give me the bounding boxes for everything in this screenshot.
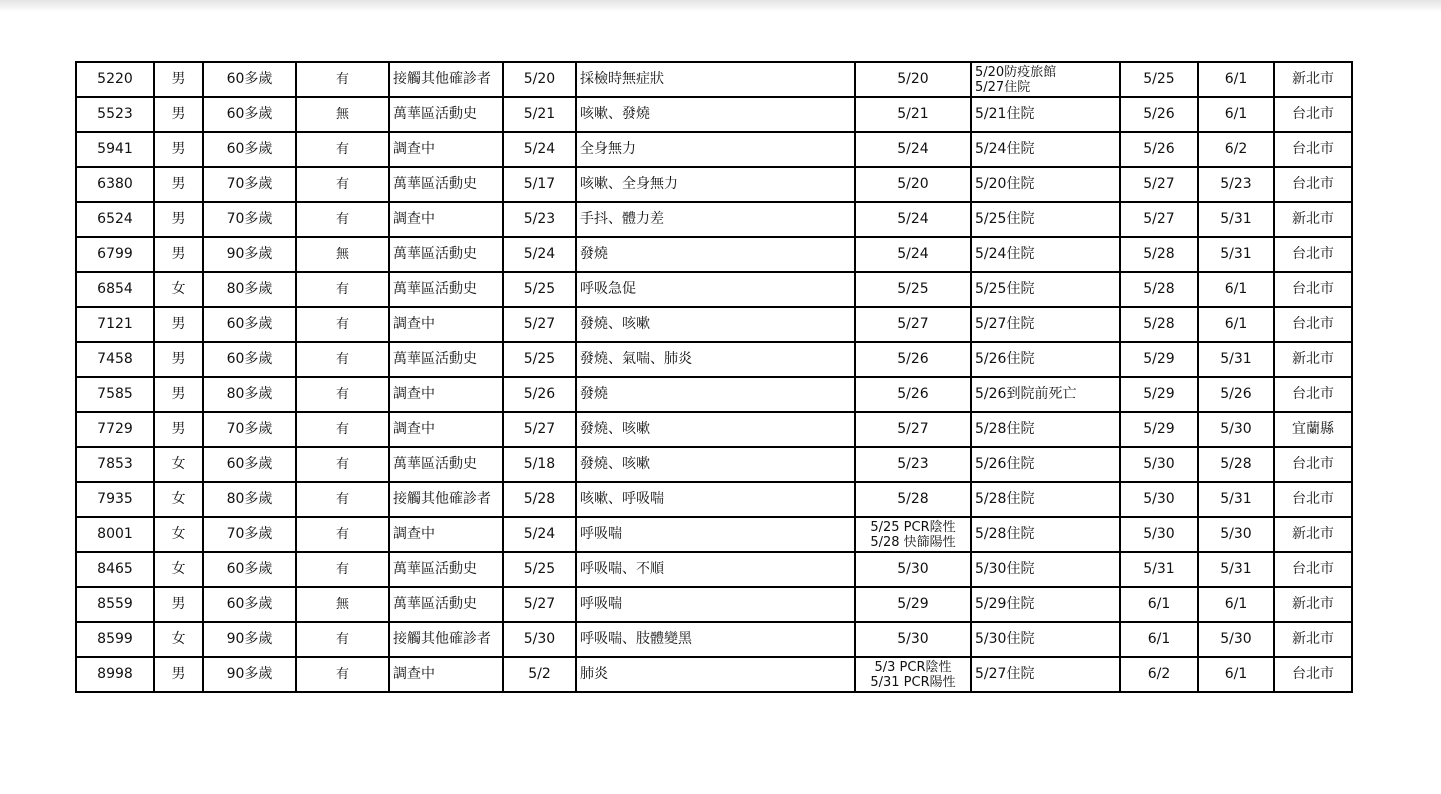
chronic-disease-cell: 有 — [296, 447, 389, 482]
onset-date-cell: 5/27 — [503, 587, 576, 622]
sex-cell: 男 — [154, 412, 203, 447]
case-id-cell: 8599 — [76, 622, 154, 657]
age-group-cell: 80多歲 — [203, 482, 296, 517]
death-date-cell: 5/30 — [1198, 517, 1274, 552]
age-group-cell: 60多歲 — [203, 447, 296, 482]
report-date-cell: 5/30 — [1120, 482, 1198, 517]
admission-status-line: 5/28住院 — [975, 491, 1035, 507]
test-date-cell — [855, 622, 971, 657]
city-cell: 台北市 — [1274, 237, 1352, 272]
death-date-cell: 5/26 — [1198, 377, 1274, 412]
test-date-cell — [855, 202, 971, 237]
admission-status-cell — [971, 552, 1120, 587]
chronic-disease-cell: 有 — [296, 342, 389, 377]
case-table — [75, 61, 1353, 693]
table-row — [76, 447, 1352, 482]
onset-date-cell: 5/17 — [503, 167, 576, 202]
test-date-line: 5/30 — [897, 561, 929, 577]
test-date-cell — [855, 97, 971, 132]
onset-date-cell: 5/25 — [503, 552, 576, 587]
test-date-line: 5/24 — [897, 246, 929, 262]
report-date-cell: 5/30 — [1120, 447, 1198, 482]
admission-status-cell — [971, 132, 1120, 167]
infection-source-cell: 調查中 — [389, 377, 503, 412]
onset-date-cell: 5/26 — [503, 377, 576, 412]
table-row — [76, 62, 1352, 97]
onset-date-cell: 5/24 — [503, 517, 576, 552]
sex-cell: 男 — [154, 132, 203, 167]
infection-source-cell: 萬華區活動史 — [389, 552, 503, 587]
case-id-cell: 8465 — [76, 552, 154, 587]
chronic-disease-cell: 有 — [296, 412, 389, 447]
test-date-line: 5/24 — [897, 211, 929, 227]
report-date-cell: 6/2 — [1120, 657, 1198, 692]
infection-source-cell: 調查中 — [389, 307, 503, 342]
report-date-cell: 5/31 — [1120, 552, 1198, 587]
age-group-cell: 60多歲 — [203, 552, 296, 587]
sex-cell: 男 — [154, 587, 203, 622]
sex-cell: 男 — [154, 62, 203, 97]
case-id-cell: 6854 — [76, 272, 154, 307]
test-date-line: 5/27 — [897, 316, 929, 332]
sex-cell: 男 — [154, 237, 203, 272]
chronic-disease-cell: 有 — [296, 202, 389, 237]
symptoms-cell: 發燒、咳嗽 — [576, 412, 855, 447]
city-cell: 台北市 — [1274, 377, 1352, 412]
test-date-cell — [855, 412, 971, 447]
age-group-cell: 60多歲 — [203, 97, 296, 132]
death-date-cell: 5/31 — [1198, 202, 1274, 237]
onset-date-cell: 5/18 — [503, 447, 576, 482]
table-row — [76, 237, 1352, 272]
table-row — [76, 342, 1352, 377]
table-row — [76, 167, 1352, 202]
case-id-cell: 6380 — [76, 167, 154, 202]
city-cell: 新北市 — [1274, 202, 1352, 237]
table-row — [76, 132, 1352, 167]
symptoms-cell: 呼吸急促 — [576, 272, 855, 307]
admission-status-cell — [971, 412, 1120, 447]
admission-status-cell — [971, 237, 1120, 272]
age-group-cell: 80多歲 — [203, 272, 296, 307]
infection-source-cell: 萬華區活動史 — [389, 167, 503, 202]
test-date-line: 5/26 — [897, 386, 929, 402]
admission-status-cell — [971, 377, 1120, 412]
admission-status-line: 5/30住院 — [975, 561, 1035, 577]
admission-status-line: 5/30住院 — [975, 631, 1035, 647]
test-date-line: 5/20 — [897, 176, 929, 192]
death-date-cell: 5/31 — [1198, 342, 1274, 377]
case-id-cell: 5220 — [76, 62, 154, 97]
admission-status-cell — [971, 587, 1120, 622]
report-date-cell: 5/26 — [1120, 132, 1198, 167]
death-date-cell: 5/28 — [1198, 447, 1274, 482]
sex-cell: 男 — [154, 342, 203, 377]
admission-status-cell — [971, 307, 1120, 342]
age-group-cell: 60多歲 — [203, 587, 296, 622]
symptoms-cell: 採檢時無症狀 — [576, 62, 855, 97]
case-id-cell: 7585 — [76, 377, 154, 412]
report-date-cell: 6/1 — [1120, 587, 1198, 622]
symptoms-cell: 呼吸喘、不順 — [576, 552, 855, 587]
case-id-cell: 5941 — [76, 132, 154, 167]
chronic-disease-cell: 有 — [296, 622, 389, 657]
death-date-cell: 5/23 — [1198, 167, 1274, 202]
death-date-cell: 6/1 — [1198, 307, 1274, 342]
admission-status-cell — [971, 62, 1120, 97]
infection-source-cell: 調查中 — [389, 517, 503, 552]
test-date-cell — [855, 342, 971, 377]
test-date-cell — [855, 237, 971, 272]
admission-status-line: 5/27住院 — [975, 316, 1035, 332]
table-row — [76, 97, 1352, 132]
sex-cell: 男 — [154, 97, 203, 132]
infection-source-cell: 萬華區活動史 — [389, 587, 503, 622]
test-date-line: 5/23 — [897, 456, 929, 472]
admission-status-cell — [971, 167, 1120, 202]
case-id-cell: 7853 — [76, 447, 154, 482]
onset-date-cell: 5/27 — [503, 307, 576, 342]
onset-date-cell: 5/28 — [503, 482, 576, 517]
case-id-cell: 7458 — [76, 342, 154, 377]
death-date-cell: 5/31 — [1198, 552, 1274, 587]
test-date-line: 5/31 PCR陽性 — [870, 674, 956, 690]
infection-source-cell: 調查中 — [389, 132, 503, 167]
test-date-line: 5/25 PCR陰性 — [870, 519, 956, 535]
table-row — [76, 587, 1352, 622]
chronic-disease-cell: 無 — [296, 237, 389, 272]
symptoms-cell: 咳嗽、呼吸喘 — [576, 482, 855, 517]
case-id-cell: 6524 — [76, 202, 154, 237]
chronic-disease-cell: 有 — [296, 62, 389, 97]
age-group-cell: 90多歲 — [203, 622, 296, 657]
table-row — [76, 517, 1352, 552]
case-id-cell: 7121 — [76, 307, 154, 342]
infection-source-cell: 萬華區活動史 — [389, 97, 503, 132]
onset-date-cell: 5/24 — [503, 132, 576, 167]
age-group-cell: 80多歲 — [203, 377, 296, 412]
admission-status-cell — [971, 517, 1120, 552]
city-cell: 台北市 — [1274, 272, 1352, 307]
city-cell: 台北市 — [1274, 552, 1352, 587]
admission-status-cell — [971, 272, 1120, 307]
case-id-cell: 8001 — [76, 517, 154, 552]
chronic-disease-cell: 有 — [296, 517, 389, 552]
symptoms-cell: 呼吸喘、肢體變黑 — [576, 622, 855, 657]
age-group-cell: 60多歲 — [203, 62, 296, 97]
test-date-cell — [855, 482, 971, 517]
onset-date-cell: 5/27 — [503, 412, 576, 447]
test-date-cell — [855, 447, 971, 482]
admission-status-line: 5/25住院 — [975, 211, 1035, 227]
report-date-cell: 6/1 — [1120, 622, 1198, 657]
death-date-cell: 6/1 — [1198, 62, 1274, 97]
city-cell: 新北市 — [1274, 517, 1352, 552]
test-date-line: 5/29 — [897, 596, 929, 612]
admission-status-line: 5/25住院 — [975, 281, 1035, 297]
sex-cell: 女 — [154, 447, 203, 482]
age-group-cell: 60多歲 — [203, 132, 296, 167]
onset-date-cell: 5/21 — [503, 97, 576, 132]
infection-source-cell: 調查中 — [389, 412, 503, 447]
death-date-cell: 6/1 — [1198, 587, 1274, 622]
admission-status-line: 5/26住院 — [975, 456, 1035, 472]
symptoms-cell: 呼吸喘 — [576, 587, 855, 622]
death-date-cell: 5/30 — [1198, 622, 1274, 657]
symptoms-cell: 發燒、氣喘、肺炎 — [576, 342, 855, 377]
table-row — [76, 377, 1352, 412]
chronic-disease-cell: 有 — [296, 377, 389, 412]
city-cell: 新北市 — [1274, 342, 1352, 377]
city-cell: 台北市 — [1274, 97, 1352, 132]
symptoms-cell: 呼吸喘 — [576, 517, 855, 552]
test-date-line: 5/28 快篩陽性 — [870, 534, 956, 550]
death-date-cell: 5/31 — [1198, 237, 1274, 272]
symptoms-cell: 發燒 — [576, 377, 855, 412]
admission-status-cell — [971, 482, 1120, 517]
admission-status-line: 5/21住院 — [975, 106, 1035, 122]
case-id-cell: 8559 — [76, 587, 154, 622]
city-cell: 台北市 — [1274, 132, 1352, 167]
table-row — [76, 412, 1352, 447]
city-cell: 台北市 — [1274, 167, 1352, 202]
infection-source-cell: 接觸其他確診者 — [389, 62, 503, 97]
onset-date-cell: 5/24 — [503, 237, 576, 272]
city-cell: 台北市 — [1274, 482, 1352, 517]
admission-status-line: 5/29住院 — [975, 596, 1035, 612]
symptoms-cell: 發燒、咳嗽 — [576, 447, 855, 482]
city-cell: 新北市 — [1274, 622, 1352, 657]
death-date-cell: 6/1 — [1198, 272, 1274, 307]
test-date-cell — [855, 517, 971, 552]
sex-cell: 女 — [154, 517, 203, 552]
sex-cell: 男 — [154, 202, 203, 237]
sex-cell: 男 — [154, 657, 203, 692]
chronic-disease-cell: 有 — [296, 132, 389, 167]
report-date-cell: 5/28 — [1120, 307, 1198, 342]
symptoms-cell: 肺炎 — [576, 657, 855, 692]
test-date-cell — [855, 377, 971, 412]
test-date-cell — [855, 657, 971, 692]
admission-status-line: 5/24住院 — [975, 141, 1035, 157]
chronic-disease-cell: 有 — [296, 307, 389, 342]
test-date-cell — [855, 552, 971, 587]
symptoms-cell: 全身無力 — [576, 132, 855, 167]
test-date-cell — [855, 307, 971, 342]
table-row — [76, 657, 1352, 692]
age-group-cell: 70多歲 — [203, 412, 296, 447]
infection-source-cell: 接觸其他確診者 — [389, 482, 503, 517]
test-date-cell — [855, 167, 971, 202]
sex-cell: 女 — [154, 552, 203, 587]
age-group-cell: 60多歲 — [203, 307, 296, 342]
death-date-cell: 5/31 — [1198, 482, 1274, 517]
admission-status-cell — [971, 657, 1120, 692]
sex-cell: 女 — [154, 622, 203, 657]
onset-date-cell: 5/20 — [503, 62, 576, 97]
chronic-disease-cell: 無 — [296, 97, 389, 132]
case-id-cell: 8998 — [76, 657, 154, 692]
table-row — [76, 622, 1352, 657]
sex-cell: 男 — [154, 377, 203, 412]
onset-date-cell: 5/2 — [503, 657, 576, 692]
test-date-cell — [855, 587, 971, 622]
infection-source-cell: 萬華區活動史 — [389, 237, 503, 272]
age-group-cell: 70多歲 — [203, 517, 296, 552]
chronic-disease-cell: 有 — [296, 552, 389, 587]
table-row — [76, 202, 1352, 237]
report-date-cell: 5/29 — [1120, 342, 1198, 377]
death-date-cell: 5/30 — [1198, 412, 1274, 447]
onset-date-cell: 5/25 — [503, 272, 576, 307]
admission-status-line: 5/28住院 — [975, 526, 1035, 542]
city-cell: 台北市 — [1274, 657, 1352, 692]
sex-cell: 女 — [154, 272, 203, 307]
admission-status-line: 5/26到院前死亡 — [975, 386, 1077, 402]
age-group-cell: 90多歲 — [203, 237, 296, 272]
report-date-cell: 5/25 — [1120, 62, 1198, 97]
admission-status-cell — [971, 342, 1120, 377]
admission-status-line: 5/24住院 — [975, 246, 1035, 262]
death-date-cell: 6/2 — [1198, 132, 1274, 167]
test-date-line: 5/30 — [897, 631, 929, 647]
infection-source-cell: 萬華區活動史 — [389, 272, 503, 307]
sex-cell: 女 — [154, 482, 203, 517]
sex-cell: 男 — [154, 167, 203, 202]
onset-date-cell: 5/30 — [503, 622, 576, 657]
case-table-body — [76, 62, 1352, 692]
admission-status-line: 5/28住院 — [975, 421, 1035, 437]
symptoms-cell: 咳嗽、全身無力 — [576, 167, 855, 202]
test-date-line: 5/25 — [897, 281, 929, 297]
chronic-disease-cell: 無 — [296, 587, 389, 622]
infection-source-cell: 萬華區活動史 — [389, 342, 503, 377]
symptoms-cell: 發燒 — [576, 237, 855, 272]
report-date-cell: 5/27 — [1120, 167, 1198, 202]
symptoms-cell: 咳嗽、發燒 — [576, 97, 855, 132]
infection-source-cell: 調查中 — [389, 202, 503, 237]
report-date-cell: 5/26 — [1120, 97, 1198, 132]
infection-source-cell: 萬華區活動史 — [389, 447, 503, 482]
admission-status-line: 5/26住院 — [975, 351, 1035, 367]
onset-date-cell: 5/25 — [503, 342, 576, 377]
table-row — [76, 307, 1352, 342]
report-date-cell: 5/28 — [1120, 272, 1198, 307]
viewer-top-shadow — [0, 0, 1441, 12]
report-date-cell: 5/28 — [1120, 237, 1198, 272]
admission-status-line: 5/27住院 — [975, 79, 1031, 95]
test-date-line: 5/20 — [897, 71, 929, 87]
chronic-disease-cell: 有 — [296, 272, 389, 307]
test-date-line: 5/24 — [897, 141, 929, 157]
infection-source-cell: 接觸其他確診者 — [389, 622, 503, 657]
admission-status-line: 5/20防疫旅館 — [975, 64, 1057, 80]
admission-status-cell — [971, 622, 1120, 657]
report-date-cell: 5/29 — [1120, 377, 1198, 412]
sex-cell: 男 — [154, 307, 203, 342]
death-date-cell: 6/1 — [1198, 657, 1274, 692]
onset-date-cell: 5/23 — [503, 202, 576, 237]
test-date-line: 5/21 — [897, 106, 929, 122]
city-cell: 新北市 — [1274, 587, 1352, 622]
test-date-cell — [855, 272, 971, 307]
report-date-cell: 5/29 — [1120, 412, 1198, 447]
case-id-cell: 6799 — [76, 237, 154, 272]
test-date-cell — [855, 132, 971, 167]
admission-status-cell — [971, 202, 1120, 237]
test-date-cell — [855, 62, 971, 97]
test-date-line: 5/26 — [897, 351, 929, 367]
city-cell: 台北市 — [1274, 307, 1352, 342]
admission-status-cell — [971, 447, 1120, 482]
age-group-cell: 60多歲 — [203, 342, 296, 377]
chronic-disease-cell: 有 — [296, 482, 389, 517]
chronic-disease-cell: 有 — [296, 167, 389, 202]
table-row — [76, 552, 1352, 587]
case-id-cell: 7935 — [76, 482, 154, 517]
admission-status-line: 5/27住院 — [975, 666, 1035, 682]
infection-source-cell: 調查中 — [389, 657, 503, 692]
admission-status-cell — [971, 97, 1120, 132]
city-cell: 新北市 — [1274, 62, 1352, 97]
symptoms-cell: 手抖、體力差 — [576, 202, 855, 237]
table-row — [76, 482, 1352, 517]
age-group-cell: 70多歲 — [203, 167, 296, 202]
report-date-cell: 5/30 — [1120, 517, 1198, 552]
admission-status-line: 5/20住院 — [975, 176, 1035, 192]
chronic-disease-cell: 有 — [296, 657, 389, 692]
test-date-line: 5/27 — [897, 421, 929, 437]
case-id-cell: 5523 — [76, 97, 154, 132]
symptoms-cell: 發燒、咳嗽 — [576, 307, 855, 342]
case-id-cell: 7729 — [76, 412, 154, 447]
death-date-cell: 6/1 — [1198, 97, 1274, 132]
test-date-line: 5/3 PCR陰性 — [874, 659, 952, 675]
city-cell: 宜蘭縣 — [1274, 412, 1352, 447]
test-date-line: 5/28 — [897, 491, 929, 507]
age-group-cell: 70多歲 — [203, 202, 296, 237]
city-cell: 台北市 — [1274, 447, 1352, 482]
table-row — [76, 272, 1352, 307]
report-date-cell: 5/27 — [1120, 202, 1198, 237]
age-group-cell: 90多歲 — [203, 657, 296, 692]
